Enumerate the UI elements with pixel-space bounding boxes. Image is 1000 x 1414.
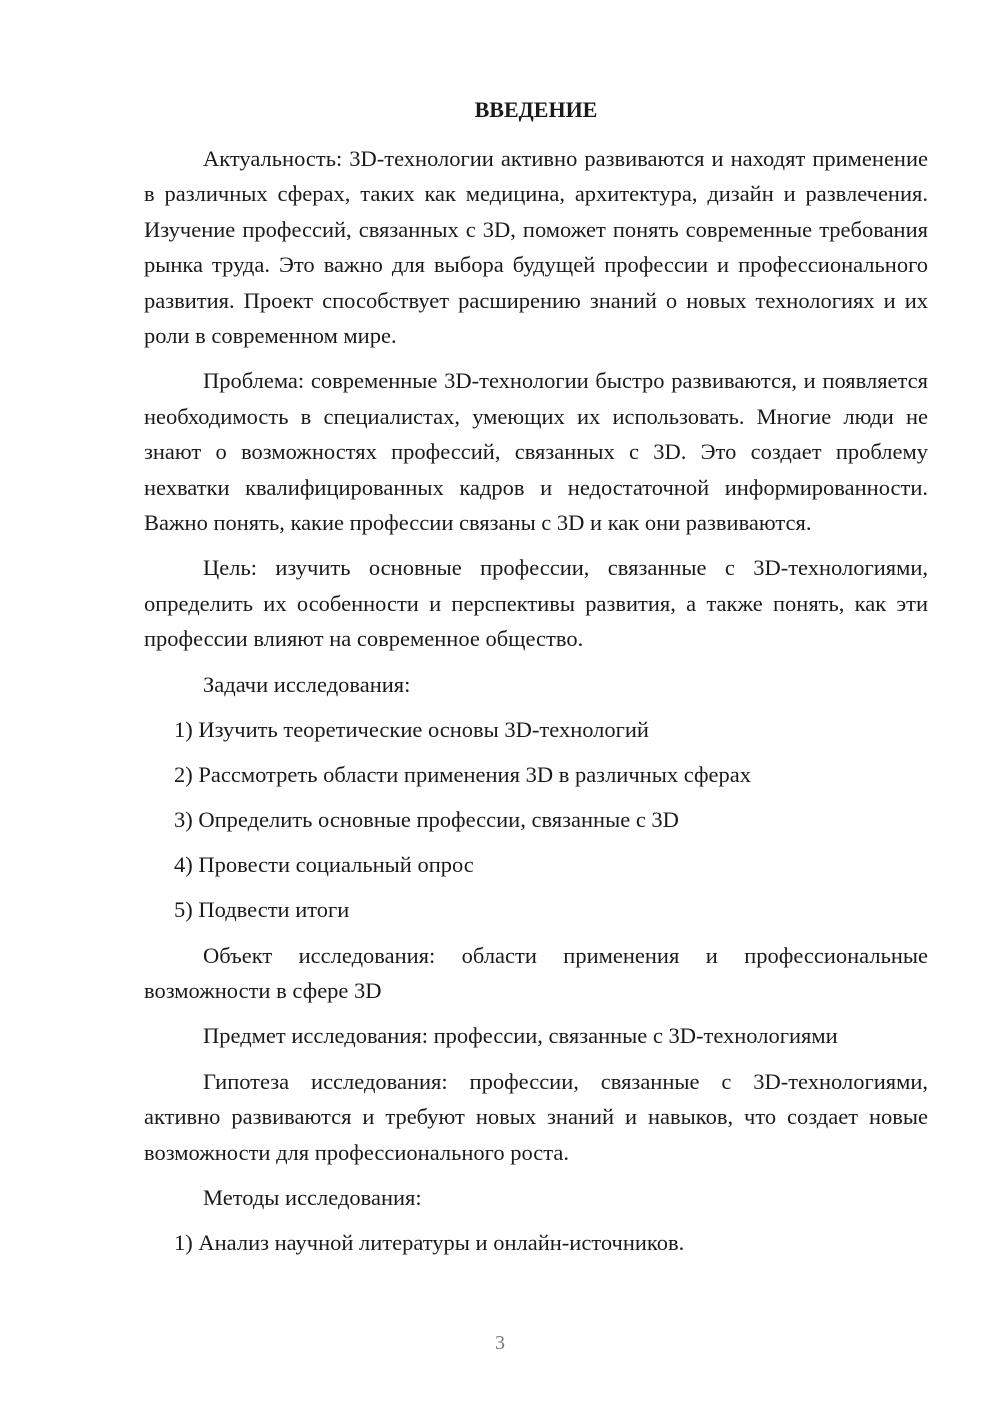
paragraph-object: Объект исследования: области применения и профессиональные возможности в сфере 3D (144, 942, 928, 1003)
methods-heading: Методы исследования: (203, 1185, 422, 1210)
paragraph-hypothesis: Гипотеза исследования: профессии, связанные с 3D-технологиями, активно развиваются и требуют новых знаний и навыков, что создает новые возможности для профессионального роста. (144, 1068, 928, 1165)
paragraph-relevance: Актуальность: 3D-технологии активно развиваются и находят применение в различных сферах, таких как медицина, архитектура, дизайн и развлечения. Изучение профессий, связанных с 3D, поможет понять современные требования рынка труда. Это важно для выбора будущей профессии и профессионального развития. Проект способствует расширению знаний о новых технологиях и их роли в современном мире. (144, 146, 928, 349)
paragraph-subject: Предмет исследования: профессии, связанные с 3D-технологиями (203, 1023, 838, 1049)
task-item-5: 5) Подвести итоги (174, 897, 350, 923)
paragraph-problem: Проблема: современные 3D-технологии быстро развиваются, и появляется необходимость в специалистах, умеющих их использовать. Многие люди не знают о возможностях профессий, связанных с 3D. Это создает проблему нехватки квалифицированных кадров и недостаточной информированности. Важно понять, какие профессии связаны с 3D и как они развиваются. (144, 368, 928, 536)
page-content (144, 92, 928, 1271)
task-item-4: 4) Провести социальный опрос (174, 852, 474, 878)
page-title: ВВЕДЕНИЕ (474, 97, 598, 122)
task-item-3: 3) Определить основные профессии, связанные с 3D (174, 807, 679, 833)
task-item-1: 1) Изучить теоретические основы 3D-технологий (174, 717, 649, 743)
method-item-1: 1) Анализ научной литературы и онлайн-источников. (174, 1230, 685, 1256)
page-number: 3 (495, 1332, 505, 1354)
paragraph-goal: Цель: изучить основные профессии, связанные с 3D-технологиями, определить их особенности и перспективы развития, а также понять, как эти профессии влияют на современное общество. (144, 555, 928, 652)
tasks-heading: Задачи исследования: (203, 671, 411, 697)
task-item-2: 2) Рассмотреть области применения 3D в различных сферах (174, 762, 752, 788)
